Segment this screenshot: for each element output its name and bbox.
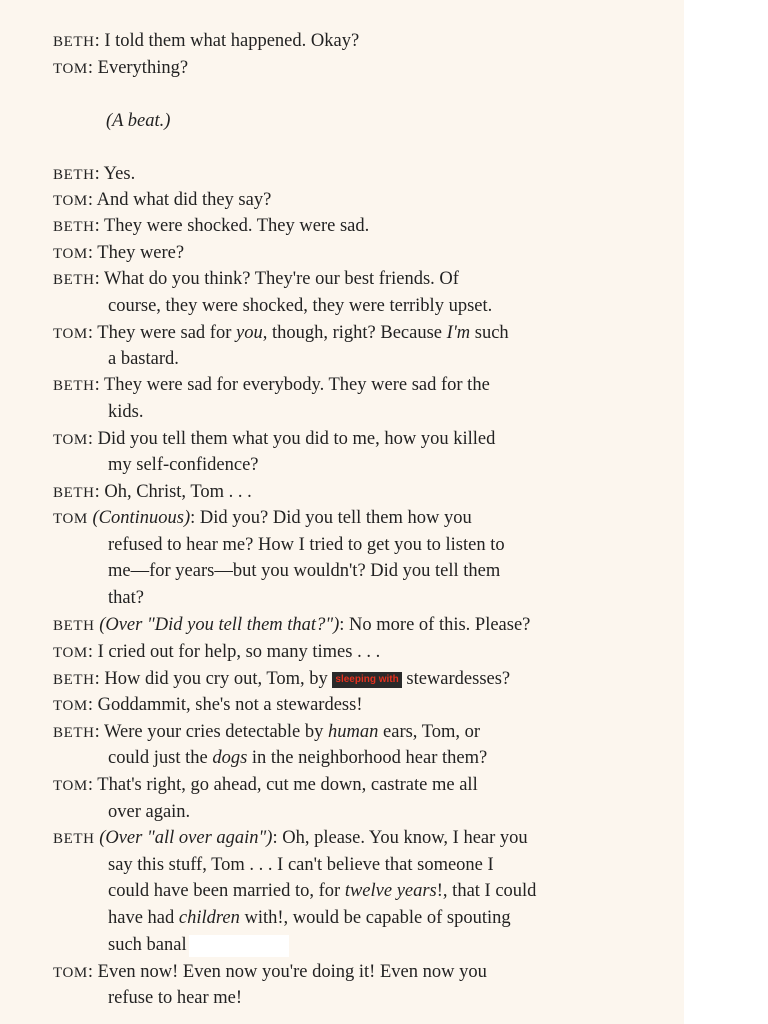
dialogue-line: BETH (Over "all over again"): Oh, please. You know, I hear you bbox=[53, 828, 528, 848]
dialogue-continuation: my self-confidence? bbox=[108, 455, 259, 475]
dialogue-line: BETH: Were your cries detectable by human ears, Tom, or bbox=[53, 722, 481, 742]
dialogue-line: BETH: They were sad for everybody. They were sad for the bbox=[53, 375, 490, 395]
dialogue-line: TOM: They were sad for you, though, right? Because I'm such bbox=[53, 323, 509, 343]
dialogue-continuation: refuse to hear me! bbox=[108, 988, 243, 1008]
dialogue-line: BETH: I told them what happened. Okay? bbox=[53, 31, 360, 51]
parenthetical: (Over "Did you tell them that?") bbox=[99, 615, 340, 635]
speaker-name: BETH bbox=[53, 219, 95, 235]
dialogue-continuation: course, they were shocked, they were terribly upset. bbox=[108, 296, 493, 316]
redaction-block bbox=[189, 935, 289, 957]
dialogue-line: TOM: Did you tell them what you did to me, how you killed bbox=[53, 429, 496, 449]
redaction-label: sleeping with bbox=[332, 672, 401, 688]
dialogue-continuation: that? bbox=[108, 588, 144, 608]
dialogue-line: TOM: I cried out for help, so many times . . . bbox=[53, 642, 381, 662]
dialogue-continuation: say this stuff, Tom . . . I can't believe that someone I bbox=[108, 855, 494, 875]
speaker-name: BETH bbox=[53, 831, 95, 847]
speaker-name: TOM bbox=[53, 326, 88, 342]
dialogue-continuation: a bastard. bbox=[108, 349, 179, 369]
dialogue-continuation: could just the dogs in the neighborhood hear them? bbox=[108, 748, 488, 768]
dialogue-continuation: kids. bbox=[108, 402, 144, 422]
speaker-name: BETH bbox=[53, 485, 95, 501]
dialogue-continuation: such banal bbox=[108, 934, 289, 957]
speaker-name: BETH bbox=[53, 725, 95, 741]
stage-direction: (A beat.) bbox=[106, 111, 171, 131]
dialogue-line: TOM: Goddammit, she's not a stewardess! bbox=[53, 695, 363, 715]
dialogue-continuation: over again. bbox=[108, 802, 191, 822]
speaker-name: TOM bbox=[53, 246, 88, 262]
dialogue-continuation: refused to hear me? How I tried to get you to listen to bbox=[108, 535, 505, 555]
speaker-name: TOM bbox=[53, 432, 88, 448]
speaker-name: BETH bbox=[53, 167, 95, 183]
speaker-name: BETH bbox=[53, 618, 95, 634]
dialogue-line: BETH: Yes. bbox=[53, 164, 136, 184]
speaker-name: TOM bbox=[53, 778, 88, 794]
parenthetical: (Over "all over again") bbox=[99, 828, 273, 848]
dialogue-continuation: have had children with!, would be capable of spouting bbox=[108, 908, 511, 928]
dialogue-line: TOM (Continuous): Did you? Did you tell them how you bbox=[53, 508, 472, 528]
dialogue-line: TOM: They were? bbox=[53, 243, 185, 263]
dialogue-line: BETH: What do you think? They're our best friends. Of bbox=[53, 269, 459, 289]
speaker-name: BETH bbox=[53, 378, 95, 394]
dialogue-line: BETH: They were shocked. They were sad. bbox=[53, 216, 370, 236]
speaker-name: TOM bbox=[53, 965, 88, 981]
speaker-name: BETH bbox=[53, 34, 95, 50]
speaker-name: TOM bbox=[53, 645, 88, 661]
speaker-name: BETH bbox=[53, 272, 95, 288]
speaker-name: TOM bbox=[53, 698, 88, 714]
dialogue-continuation: me—for years—but you wouldn't? Did you tell them bbox=[108, 561, 501, 581]
parenthetical: (Continuous) bbox=[92, 508, 191, 528]
dialogue-continuation: could have been married to, for twelve years!, that I could bbox=[108, 881, 537, 901]
dialogue-line: TOM: Even now! Even now you're doing it! Even now you bbox=[53, 962, 487, 982]
dialogue-line: BETH: How did you cry out, Tom, by sleeping with stewardesses? bbox=[53, 669, 511, 689]
dialogue-line: TOM: And what did they say? bbox=[53, 190, 272, 210]
speaker-name: TOM bbox=[53, 511, 88, 527]
dialogue-line: TOM: Everything? bbox=[53, 58, 189, 78]
dialogue-line: TOM: That's right, go ahead, cut me down, castrate me all bbox=[53, 775, 478, 795]
speaker-name: BETH bbox=[53, 672, 95, 688]
speaker-name: TOM bbox=[53, 61, 88, 77]
dialogue-line: BETH (Over "Did you tell them that?"): No more of this. Please? bbox=[53, 615, 531, 635]
dialogue-line: BETH: Oh, Christ, Tom . . . bbox=[53, 482, 252, 502]
speaker-name: TOM bbox=[53, 193, 88, 209]
